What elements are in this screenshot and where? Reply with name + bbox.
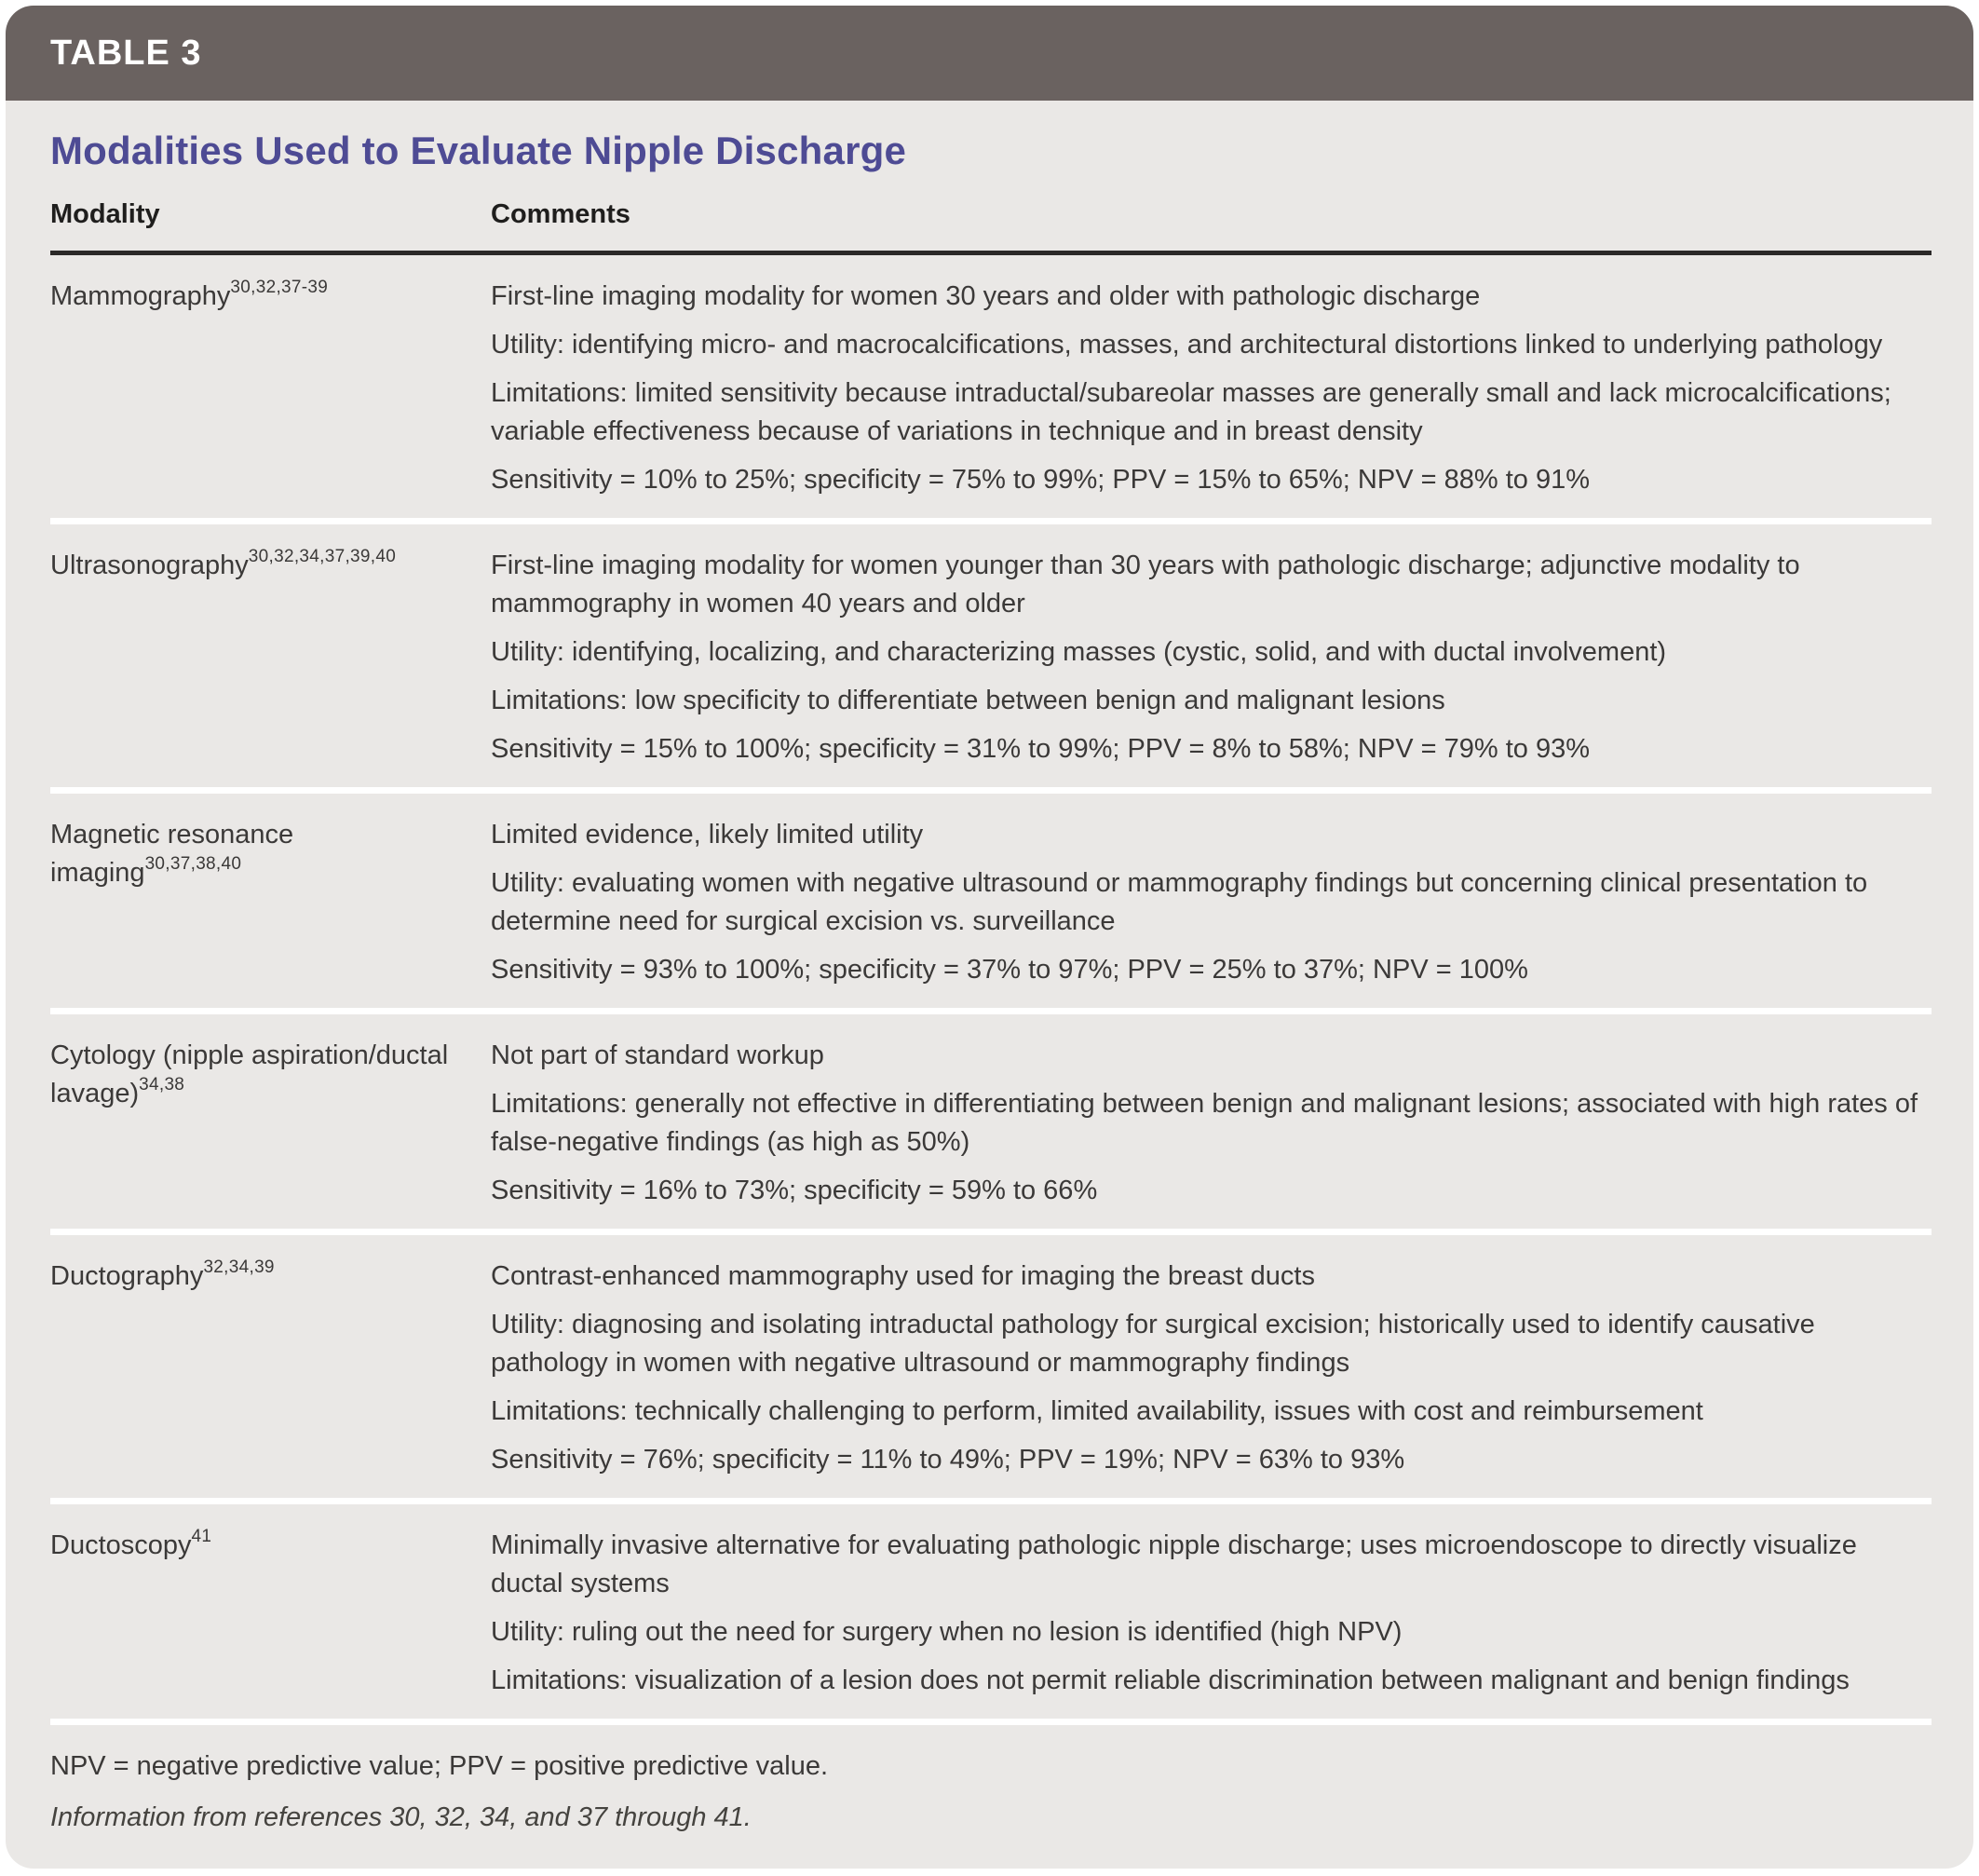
modality-cell xyxy=(50,1257,491,1479)
modality-references: 34,38 xyxy=(139,1075,185,1094)
modality-cell xyxy=(50,278,491,499)
comment-paragraph: Sensitivity = 16% to 73%; specificity = 59% to 66% xyxy=(491,1176,1098,1205)
comment-paragraph: Sensitivity = 10% to 25%; specificity = 75% to 99%; PPV = 15% to 65%; NPV = 88% to 91% xyxy=(491,465,1590,495)
modality-name: Magnetic resonance imaging xyxy=(50,820,294,888)
comments-cell xyxy=(491,1257,1932,1479)
comment-paragraph: Limitations: limited sensitivity because intraductal/subareolar masses are generally small and lack microcalcifications; variable effectiveness because of variations in technique and in breast density xyxy=(491,378,1891,446)
modality-cell xyxy=(50,816,491,989)
table-row-ultrasonography xyxy=(50,518,1932,787)
table-body xyxy=(6,101,1973,1869)
comments-cell xyxy=(491,278,1932,499)
comment-paragraph: Utility: diagnosing and isolating intraductal pathology for surgical excision; historically used to identify causative pathology in women with negative ultrasound or mammography findings xyxy=(491,1310,1815,1378)
table-footnotes xyxy=(50,1719,1932,1837)
modality-references: 32,34,39 xyxy=(203,1257,275,1277)
modality-name: Mammography xyxy=(50,281,231,311)
comment-paragraph: Limitations: low specificity to differentiate between benign and malignant lesions xyxy=(491,686,1445,715)
abbreviations-note: NPV = negative predictive value; PPV = positive predictive value. xyxy=(50,1751,829,1781)
table-row-cytology xyxy=(50,1008,1932,1229)
modality-name: Cytology (nipple aspiration/ductal lavage) xyxy=(50,1040,449,1108)
comments-cell xyxy=(491,547,1932,768)
table-row-ductoscopy xyxy=(50,1498,1932,1719)
comment-paragraph: Utility: identifying, localizing, and characterizing masses (cystic, solid, and with ductal involvement) xyxy=(491,637,1667,667)
comment-paragraph: First-line imaging modality for women younger than 30 years with pathologic discharge; adjunctive modality to mammography in women 40 years and older xyxy=(491,551,1800,619)
table-row-mri xyxy=(50,787,1932,1008)
table-row-mammography xyxy=(50,255,1932,518)
modality-name: Ultrasonography xyxy=(50,551,249,580)
modality-references: 41 xyxy=(191,1527,212,1546)
column-header-modality: Modality xyxy=(50,199,160,229)
comment-paragraph: Utility: evaluating women with negative ultrasound or mammography findings but concerning clinical presentation to determine need for surgical excision vs. surveillance xyxy=(491,868,1868,936)
comment-paragraph: Limitations: visualization of a lesion does not permit reliable discrimination between malignant and benign findings xyxy=(491,1665,1850,1695)
comment-paragraph: Sensitivity = 15% to 100%; specificity = 31% to 99%; PPV = 8% to 58%; NPV = 79% to 93% xyxy=(491,734,1590,764)
modality-references: 30,37,38,40 xyxy=(144,854,242,874)
modality-name: Ductography xyxy=(50,1261,204,1291)
modality-name: Ductoscopy xyxy=(50,1530,192,1560)
comment-paragraph: First-line imaging modality for women 30 years and older with pathologic discharge xyxy=(491,281,1481,311)
modality-cell xyxy=(50,547,491,768)
table-title: Modalities Used to Evaluate Nipple Discharge xyxy=(50,129,907,172)
comment-paragraph: Limitations: generally not effective in differentiating between benign and malignant lesions; associated with high rates of false-negative findings (as high as 50%) xyxy=(491,1089,1918,1157)
comments-cell xyxy=(491,1527,1932,1700)
modality-cell xyxy=(50,1037,491,1210)
column-header-row xyxy=(50,199,1932,251)
table-header-bar xyxy=(6,6,1973,101)
comment-paragraph: Sensitivity = 76%; specificity = 11% to 49%; PPV = 19%; NPV = 63% to 93% xyxy=(491,1445,1405,1475)
comment-paragraph: Sensitivity = 93% to 100%; specificity = 37% to 97%; PPV = 25% to 37%; NPV = 100% xyxy=(491,955,1528,985)
modality-references: 30,32,34,37,39,40 xyxy=(248,547,397,566)
comment-paragraph: Minimally invasive alternative for evaluating pathologic nipple discharge; uses microendoscope to directly visualize ductal systems xyxy=(491,1530,1857,1598)
comment-paragraph: Utility: ruling out the need for surgery when no lesion is identified (high NPV) xyxy=(491,1617,1403,1647)
comments-cell xyxy=(491,1037,1932,1210)
comment-paragraph: Utility: identifying micro- and macrocalcifications, masses, and architectural distortions linked to underlying pathology xyxy=(491,330,1883,360)
comment-paragraph: Not part of standard workup xyxy=(491,1040,824,1070)
comment-paragraph: Limited evidence, likely limited utility xyxy=(491,820,924,850)
comments-cell xyxy=(491,816,1932,989)
source-note: Information from references 30, 32, 34, and 37 through 41. xyxy=(50,1802,752,1832)
modality-cell xyxy=(50,1527,491,1700)
comment-paragraph: Contrast-enhanced mammography used for imaging the breast ducts xyxy=(491,1261,1315,1291)
modality-references: 30,32,37-39 xyxy=(230,278,329,297)
table-card xyxy=(6,6,1973,1869)
table-number-label: TABLE 3 xyxy=(50,33,202,73)
column-header-comments: Comments xyxy=(491,199,630,229)
comment-paragraph: Limitations: technically challenging to perform, limited availability, issues with cost and reimbursement xyxy=(491,1396,1703,1426)
table-row-ductography xyxy=(50,1229,1932,1498)
